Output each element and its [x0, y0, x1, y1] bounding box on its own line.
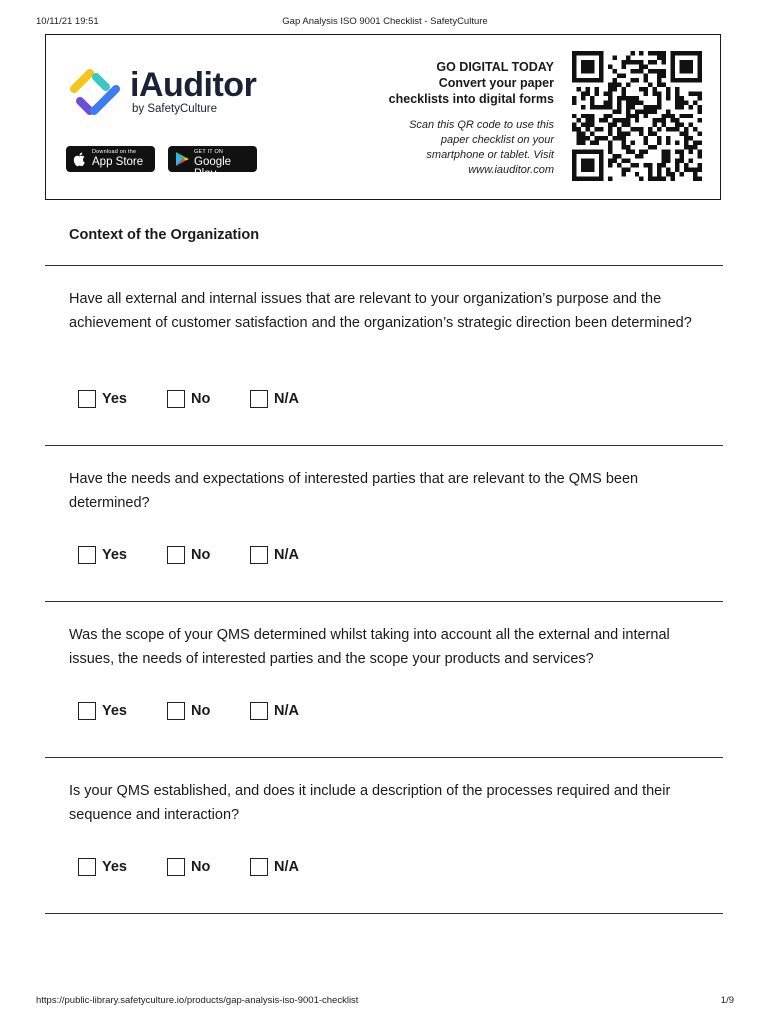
option-label: No: [191, 703, 211, 719]
google-play-small: GET IT ON: [194, 149, 224, 155]
page-number: 1/9: [720, 995, 734, 1006]
app-store-badge[interactable]: [66, 146, 155, 172]
brand-subtitle: by SafetyCulture: [132, 103, 218, 115]
promo-line-2: checklists into digital forms: [388, 92, 554, 106]
footer-url[interactable]: https://public-library.safetyculture.io/products/gap-analysis-iso-9001-checklist: [36, 995, 359, 1006]
promo-line-1: Convert your paper: [438, 76, 554, 90]
checkbox[interactable]: [250, 702, 268, 720]
iauditor-banner: [45, 34, 721, 200]
google-play-big: Google Play: [194, 156, 232, 180]
answer-options: [78, 389, 338, 411]
option-label: Yes: [102, 859, 127, 875]
divider: [45, 757, 723, 758]
google-play-badge[interactable]: [168, 146, 257, 180]
divider: [45, 601, 723, 602]
section-title: Context of the Organization: [69, 227, 260, 243]
qr-code-icon[interactable]: [570, 51, 704, 181]
checkbox[interactable]: [78, 858, 96, 876]
checkbox[interactable]: [250, 858, 268, 876]
option-label: No: [191, 859, 211, 875]
question-text: Is your QMS established, and does it include a description of the processes required and their sequence and interaction?: [69, 783, 671, 823]
question-text: Have the needs and expectations of interested parties that are relevant to the QMS been determined?: [69, 471, 639, 511]
iauditor-logo-icon: [66, 67, 126, 119]
app-store-big: App Store: [92, 156, 144, 168]
checkbox[interactable]: [78, 390, 96, 408]
checkbox[interactable]: [250, 390, 268, 408]
option-label: N/A: [274, 859, 299, 875]
option-label: N/A: [274, 391, 299, 407]
option-label: No: [191, 547, 211, 563]
brand-name: iAuditor: [130, 66, 257, 104]
question-text: Have all external and internal issues that are relevant to your organization’s purpose and the achievement of customer satisfaction and the organization’s strategic direction been determined?: [69, 291, 692, 331]
checkbox[interactable]: [167, 546, 185, 564]
scan-note-line: Scan this QR code to use this: [409, 119, 554, 131]
scan-note: [254, 118, 554, 178]
checkbox[interactable]: [167, 858, 185, 876]
checkbox[interactable]: [167, 702, 185, 720]
apple-icon: [72, 151, 88, 167]
checkbox[interactable]: [78, 546, 96, 564]
divider: [45, 445, 723, 446]
option-label: Yes: [102, 703, 127, 719]
promo-heading: GO DIGITAL TODAY: [436, 60, 554, 74]
option-label: No: [191, 391, 211, 407]
print-title: Gap Analysis ISO 9001 Checklist - SafetyCulture: [282, 16, 488, 27]
checkbox[interactable]: [250, 546, 268, 564]
question-text: Was the scope of your QMS determined whilst taking into account all the external and internal issues, the needs of interested parties and the scope your products and services?: [69, 627, 670, 667]
option-label: Yes: [102, 547, 127, 563]
option-label: N/A: [274, 703, 299, 719]
scan-note-line: www.iauditor.com: [468, 164, 554, 176]
checkbox[interactable]: [167, 390, 185, 408]
scan-note-line: paper checklist on your: [440, 134, 554, 146]
print-date: 10/11/21 19:51: [36, 16, 99, 27]
google-play-icon: [174, 151, 190, 167]
scan-note-line: smartphone or tablet. Visit: [426, 149, 554, 161]
answer-options: [78, 545, 338, 567]
divider: [45, 913, 723, 914]
answer-options: [78, 701, 338, 723]
print-header: [36, 16, 734, 30]
checkbox[interactable]: [78, 702, 96, 720]
promo-text: [254, 59, 554, 178]
app-store-small: Download on the: [92, 149, 137, 155]
option-label: Yes: [102, 391, 127, 407]
option-label: N/A: [274, 547, 299, 563]
divider: [45, 265, 723, 266]
answer-options: [78, 857, 338, 879]
